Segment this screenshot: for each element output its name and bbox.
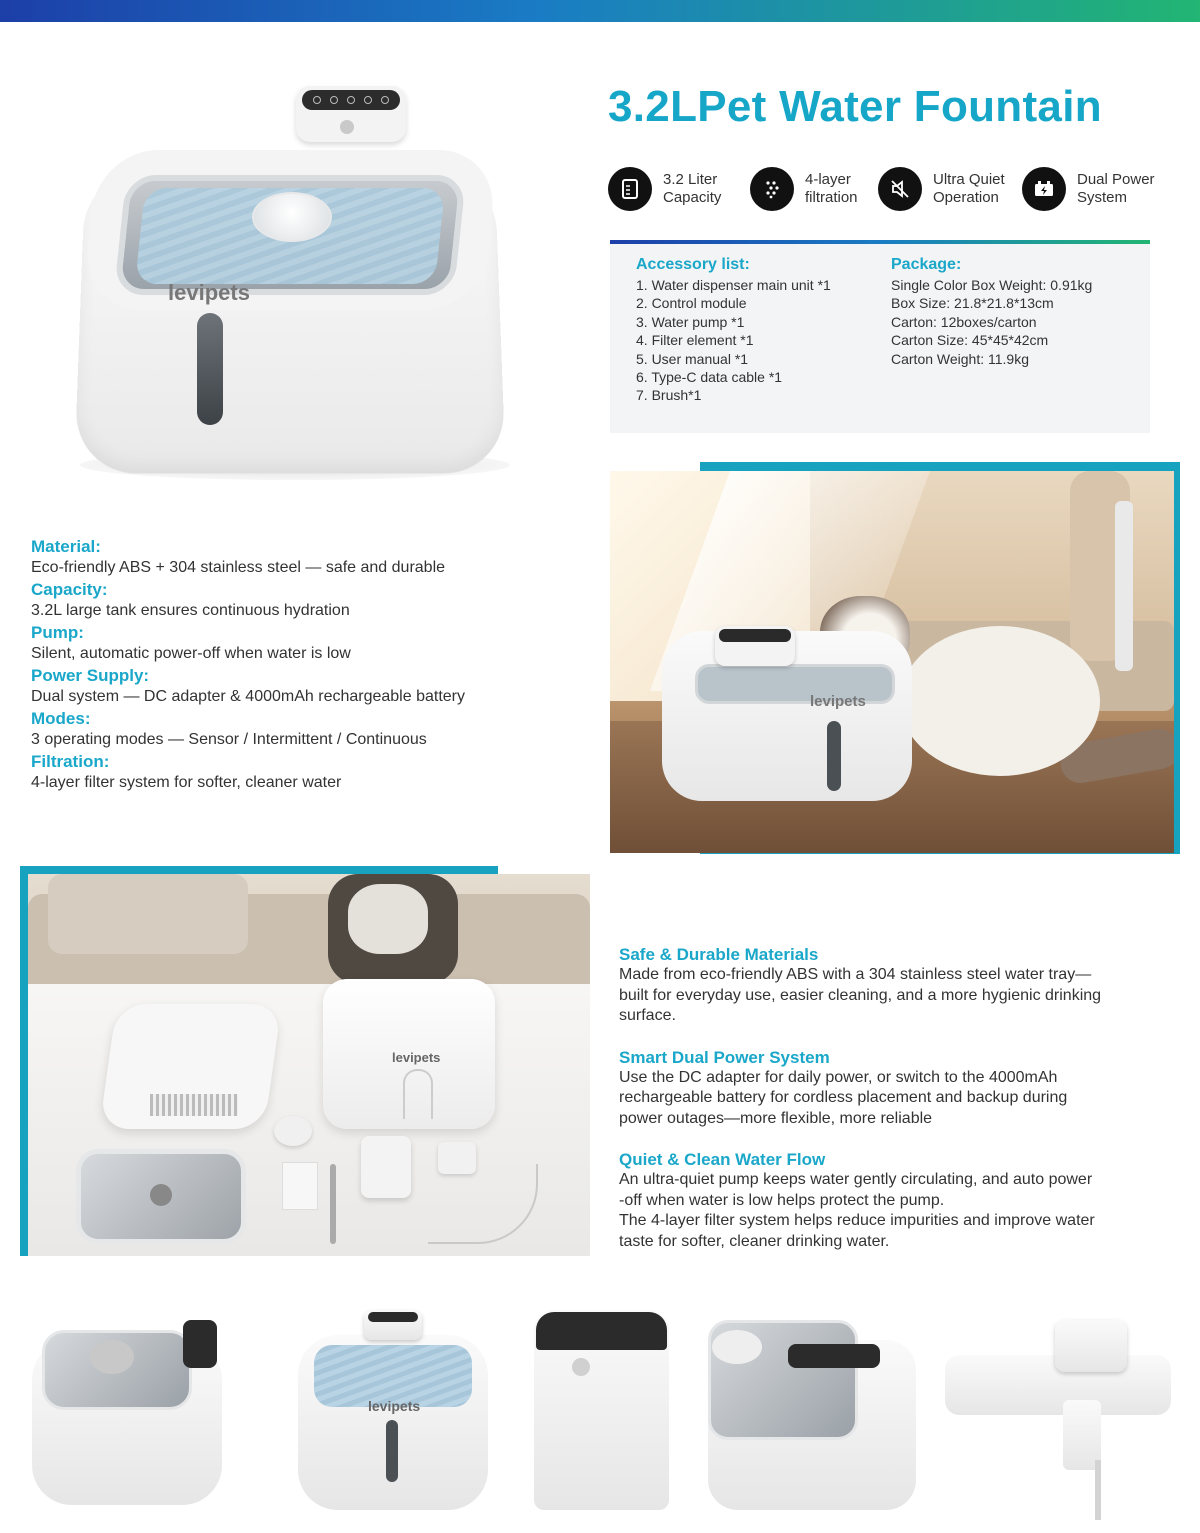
description-text: Use the DC adapter for daily power, or switch to the 4000mAh rechargeable battery for cordless placement and backup during power outages—more flexible, more reliable <box>619 1068 1068 1127</box>
gallery-panel <box>368 1312 418 1322</box>
gallery-cable <box>1095 1460 1101 1520</box>
description-heading: Safe & Durable Materials <box>619 945 819 964</box>
fountain-window <box>827 721 841 791</box>
tank-window <box>403 1069 433 1119</box>
description-heading: Quiet & Clean Water Flow <box>619 1150 826 1169</box>
spec-text: Silent, automatic power-off when water is low <box>31 645 351 662</box>
fountain-panel <box>719 629 791 642</box>
panel-button-icon <box>381 96 389 104</box>
panel-button-icon <box>330 96 338 104</box>
accessory-item: 7. Brush*1 <box>636 387 702 404</box>
cleaning-brush-part <box>330 1164 336 1244</box>
feature-label: 3.2 Liter Capacity <box>663 171 722 206</box>
spec-text: 3 operating modes — Sensor / Intermittent / Continuous <box>31 731 427 748</box>
description-text: An ultra-quiet pump keeps water gently circulating, and auto power -off when water is low helps protect the pump. The 4-layer filter system helps reduce impurities and improve water taste for softer, cleaner drinking water. <box>619 1171 1095 1250</box>
gallery-module-panel <box>536 1312 667 1350</box>
package-heading: Package: <box>891 256 962 273</box>
accessory-list <box>636 256 831 405</box>
description-block <box>619 1149 1179 1252</box>
accessory-item: 3. Water pump *1 <box>636 313 745 330</box>
accessory-item: 2. Control module <box>636 295 747 312</box>
gallery-image-front <box>288 1300 498 1520</box>
package-item: Carton Weight: 11.9kg <box>891 350 1030 367</box>
cat-on-lap <box>348 884 428 954</box>
filter-cartridge-part <box>282 1162 318 1210</box>
gallery-control-panel <box>788 1344 880 1368</box>
control-panel <box>302 90 400 110</box>
gallery-logo: levipets <box>368 1398 421 1414</box>
accessory-item: 6. Type-C data cable *1 <box>636 369 783 386</box>
tank-capacity-icon <box>608 167 652 211</box>
panel-button-icon <box>347 96 355 104</box>
feature-label: Dual Power System <box>1077 171 1155 206</box>
accessory-item: 1. Water dispenser main unit *1 <box>636 277 831 293</box>
description-text: Made from eco-friendly ABS with a 304 stainless steel water tray— built for everyday use, easier cleaning, and a more hygienic drinking surface. <box>619 966 1102 1024</box>
filter-grille-part <box>150 1094 238 1116</box>
package-info <box>891 256 1092 368</box>
spec-list <box>31 536 551 794</box>
spec-heading: Capacity: <box>31 580 108 599</box>
feature-power <box>1022 166 1155 212</box>
spec-heading: Material: <box>31 537 101 556</box>
accessory-heading: Accessory list: <box>636 256 750 273</box>
gallery-image-top-view <box>28 1300 228 1520</box>
fountain-module <box>715 626 795 666</box>
accessory-item: 4. Filter element *1 <box>636 332 754 349</box>
panel-button-icon <box>313 96 321 104</box>
spec-heading: Power Supply: <box>31 666 150 685</box>
gallery-nozzle <box>90 1340 134 1374</box>
feature-label: 4-layer filtration <box>805 171 858 206</box>
package-item: Single Color Box Weight: 0.91kg <box>891 277 1093 293</box>
control-module-part <box>361 1136 411 1198</box>
spec-heading: Modes: <box>31 709 91 728</box>
feature-quiet <box>878 166 1005 212</box>
top-gradient-bar <box>0 0 1200 22</box>
water-nozzle <box>252 192 332 242</box>
accessory-item: 5. User manual *1 <box>636 350 749 367</box>
tank-logo: levipets <box>392 1050 441 1065</box>
motion-sensor <box>340 120 354 134</box>
gallery-window <box>386 1420 398 1482</box>
gallery-image-detail <box>708 1300 916 1520</box>
cat-drinking-photo <box>610 471 1174 853</box>
description-block <box>619 1047 1179 1130</box>
spec-heading: Filtration: <box>31 752 110 771</box>
sofa-cushion <box>48 874 248 954</box>
gallery-pump-module <box>1055 1320 1127 1372</box>
panel-button-icon <box>364 96 372 104</box>
spec-text: 4-layer filter system for softer, cleaner water <box>31 774 342 791</box>
package-item: Carton: 12boxes/carton <box>891 313 1037 330</box>
spec-text: Eco-friendly ABS + 304 stainless steel — safe and durable <box>31 559 446 576</box>
disassembled-parts-photo <box>28 874 590 1256</box>
gallery-image-pump <box>945 1300 1171 1520</box>
spec-text: 3.2L large tank ensures continuous hydration <box>31 602 350 619</box>
nozzle-part <box>274 1116 312 1146</box>
feature-filtration <box>750 166 858 212</box>
feature-icons-row <box>608 166 1168 216</box>
gallery-sensor <box>572 1358 590 1376</box>
package-item: Box Size: 21.8*21.8*13cm <box>891 295 1054 312</box>
tray-hub <box>150 1184 172 1206</box>
description-block <box>619 944 1179 1027</box>
mute-speaker-icon <box>878 167 922 211</box>
accessory-package-card <box>610 240 1150 433</box>
spec-text: Dual system — DC adapter & 4000mAh rechargeable battery <box>31 688 465 705</box>
gallery-image-module <box>528 1300 678 1520</box>
package-item: Carton Size: 45*45*42cm <box>891 332 1049 349</box>
fountain-logo: levipets <box>810 693 866 710</box>
feature-descriptions <box>619 944 1179 1272</box>
feature-label: Ultra Quiet Operation <box>933 171 1005 206</box>
cat-body <box>900 626 1100 776</box>
gallery-control-panel <box>183 1320 217 1368</box>
filtration-layers-icon <box>750 167 794 211</box>
control-module <box>296 86 406 142</box>
feature-capacity <box>608 166 721 212</box>
hero-product-image <box>60 80 530 480</box>
spec-heading: Pump: <box>31 623 84 642</box>
brand-logo: levipets <box>168 280 250 305</box>
water-level-window <box>197 313 223 425</box>
gallery-nozzle <box>712 1330 762 1364</box>
battery-power-icon <box>1022 167 1066 211</box>
page-title: 3.2LPet Water Fountain <box>608 82 1102 131</box>
description-heading: Smart Dual Power System <box>619 1047 830 1067</box>
